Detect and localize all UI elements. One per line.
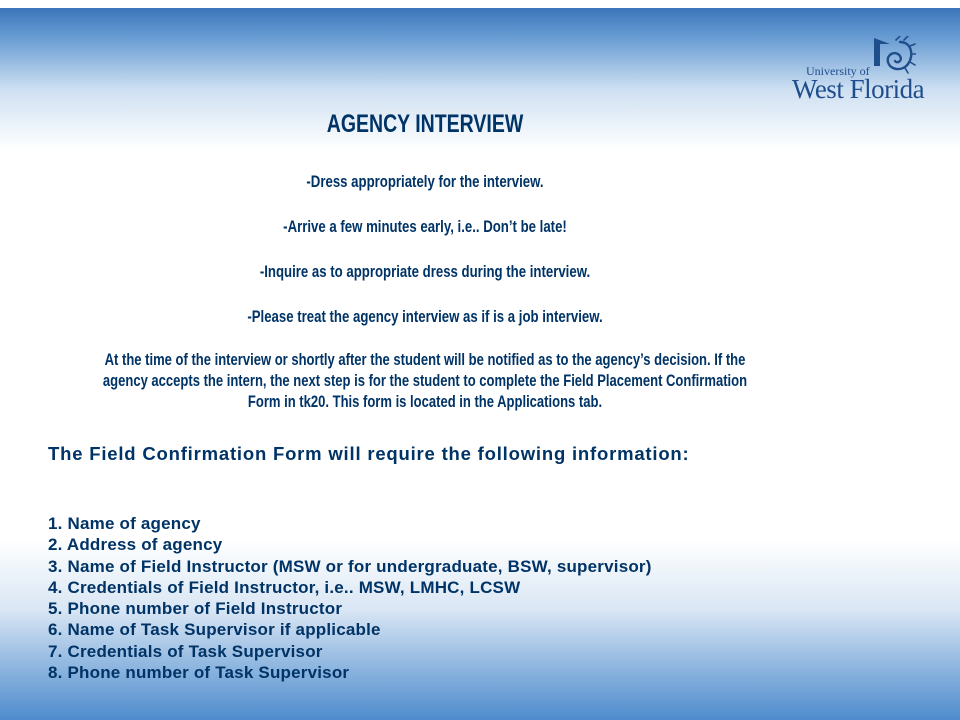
tip-item: -Inquire as to appropriate dress during the interview.	[259, 263, 591, 281]
tip-item: -Arrive a few minutes early, i.e.. Don’t be late!	[283, 218, 567, 236]
tip-item: -Dress appropriately for the interview.	[306, 173, 544, 191]
decision-notice-paragraph	[10, 350, 840, 413]
requirement-item: 7. Credentials of Task Supervisor	[48, 641, 323, 661]
tip-item: -Please treat the agency interview as if is a job interview.	[247, 308, 603, 326]
logo-line-2: West Florida	[792, 74, 925, 104]
requirement-item: 3. Name of Field Instructor (MSW or for undergraduate, BSW, supervisor)	[48, 556, 652, 576]
notice-line: agency accepts the intern, the next step is for the student to complete the Field Placement Confirmation	[102, 372, 748, 390]
requirement-item: 6. Name of Task Supervisor if applicable	[48, 620, 381, 640]
requirement-item: 8. Phone number of Task Supervisor	[48, 663, 350, 683]
notice-line: At the time of the interview or shortly after the student will be notified as to the agency’s decision. If the	[104, 351, 746, 369]
requirements-list	[48, 513, 652, 683]
top-border	[0, 0, 960, 8]
page-title: AGENCY INTERVIEW	[326, 110, 524, 138]
requirement-item: 5. Phone number of Field Instructor	[48, 599, 343, 619]
notice-line: Form in tk20. This form is located in the Applications tab.	[247, 393, 603, 411]
requirement-item: 4. Credentials of Field Instructor, i.e.. MSW, LMHC, LCSW	[48, 577, 521, 597]
university-logo	[790, 36, 940, 106]
form-requirements-heading: The Field Confirmation Form will require the following information:	[48, 443, 690, 464]
interview-tips-list	[0, 172, 850, 352]
requirement-item: 1. Name of agency	[48, 514, 201, 533]
logo-line-1: University of	[806, 64, 870, 78]
requirement-item: 2. Address of agency	[48, 535, 223, 555]
nautilus-shell-icon	[870, 36, 916, 78]
